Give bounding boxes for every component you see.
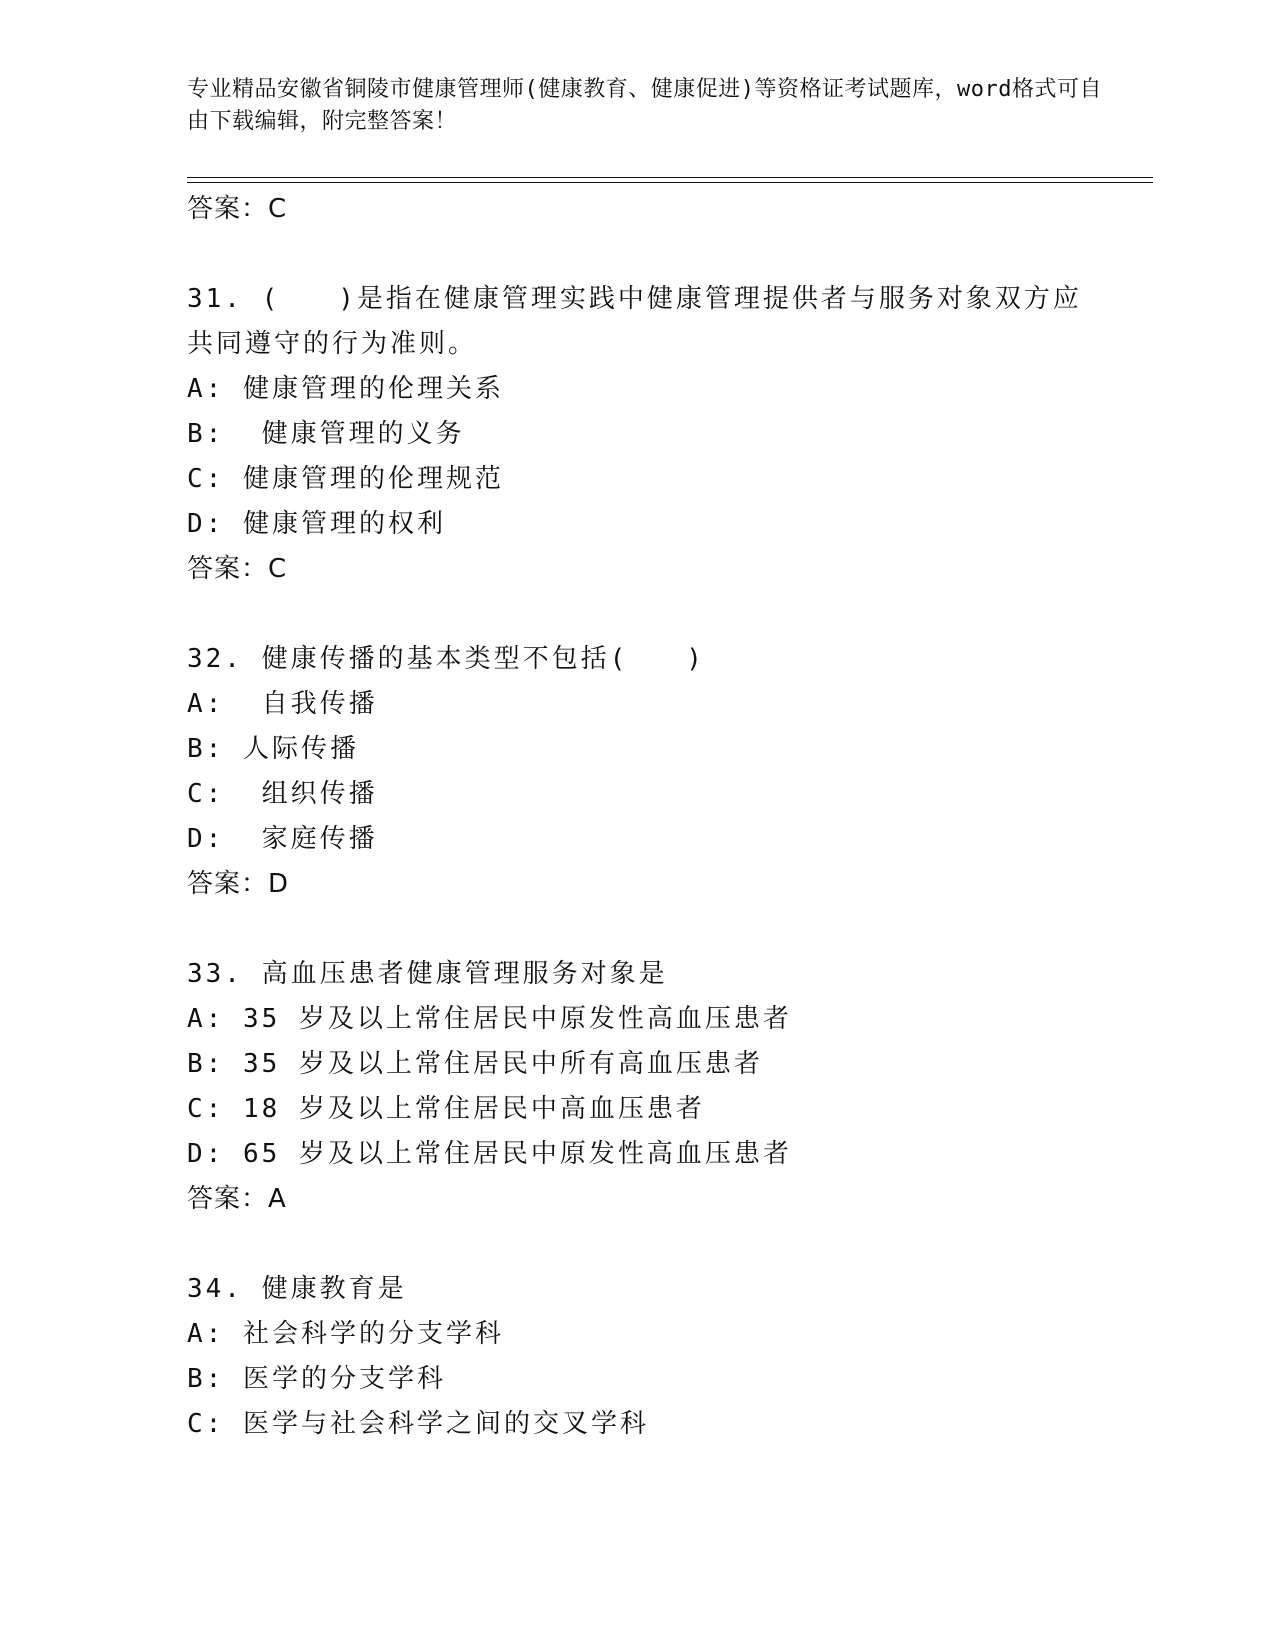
answer-prev: 答案：C — [187, 194, 288, 224]
q33-option-a: A: 35 岁及以上常住居民中原发性高血压患者 — [187, 1004, 792, 1034]
q33-option-b: B: 35 岁及以上常住居民中所有高血压患者 — [187, 1049, 763, 1079]
header-divider-bottom — [187, 182, 1153, 183]
q32-option-a: A: 自我传播 — [187, 689, 378, 719]
q34-stem: 34. 健康教育是 — [187, 1274, 407, 1304]
q32-option-c: C: 组织传播 — [187, 779, 378, 809]
page-header: 专业精品安徽省铜陵市健康管理师(健康教育、健康促进)等资格证考试题库，word格式可自由下载编辑，附完整答案！ — [187, 77, 1102, 134]
q31-answer: 答案：C — [187, 554, 288, 584]
q31-option-b: B: 健康管理的义务 — [187, 419, 465, 449]
q34-option-b: B: 医学的分支学科 — [187, 1364, 446, 1394]
q34-option-a: A: 社会科学的分支学科 — [187, 1319, 504, 1349]
q31-stem-line1: 31. ( )是指在健康管理实践中健康管理提供者与服务对象双方应 — [187, 284, 1082, 314]
q33-answer: 答案：A — [187, 1184, 287, 1214]
q33-option-d: D: 65 岁及以上常住居民中原发性高血压患者 — [187, 1139, 792, 1169]
q32-option-b: B: 人际传播 — [187, 734, 359, 764]
q33-option-c: C: 18 岁及以上常住居民中高血压患者 — [187, 1094, 705, 1124]
q31-option-c: C: 健康管理的伦理规范 — [187, 464, 504, 494]
q32-stem: 32. 健康传播的基本类型不包括( ) — [187, 644, 705, 674]
q31-option-a: A: 健康管理的伦理关系 — [187, 374, 504, 404]
q31-stem-line2: 共同遵守的行为准则。 — [187, 329, 478, 359]
q32-answer: 答案：D — [187, 869, 290, 899]
q34-option-c: C: 医学与社会科学之间的交叉学科 — [187, 1409, 649, 1439]
q33-stem: 33. 高血压患者健康管理服务对象是 — [187, 959, 668, 989]
header-divider-top — [187, 177, 1153, 178]
q31-option-d: D: 健康管理的权利 — [187, 509, 446, 539]
q32-option-d: D: 家庭传播 — [187, 824, 378, 854]
